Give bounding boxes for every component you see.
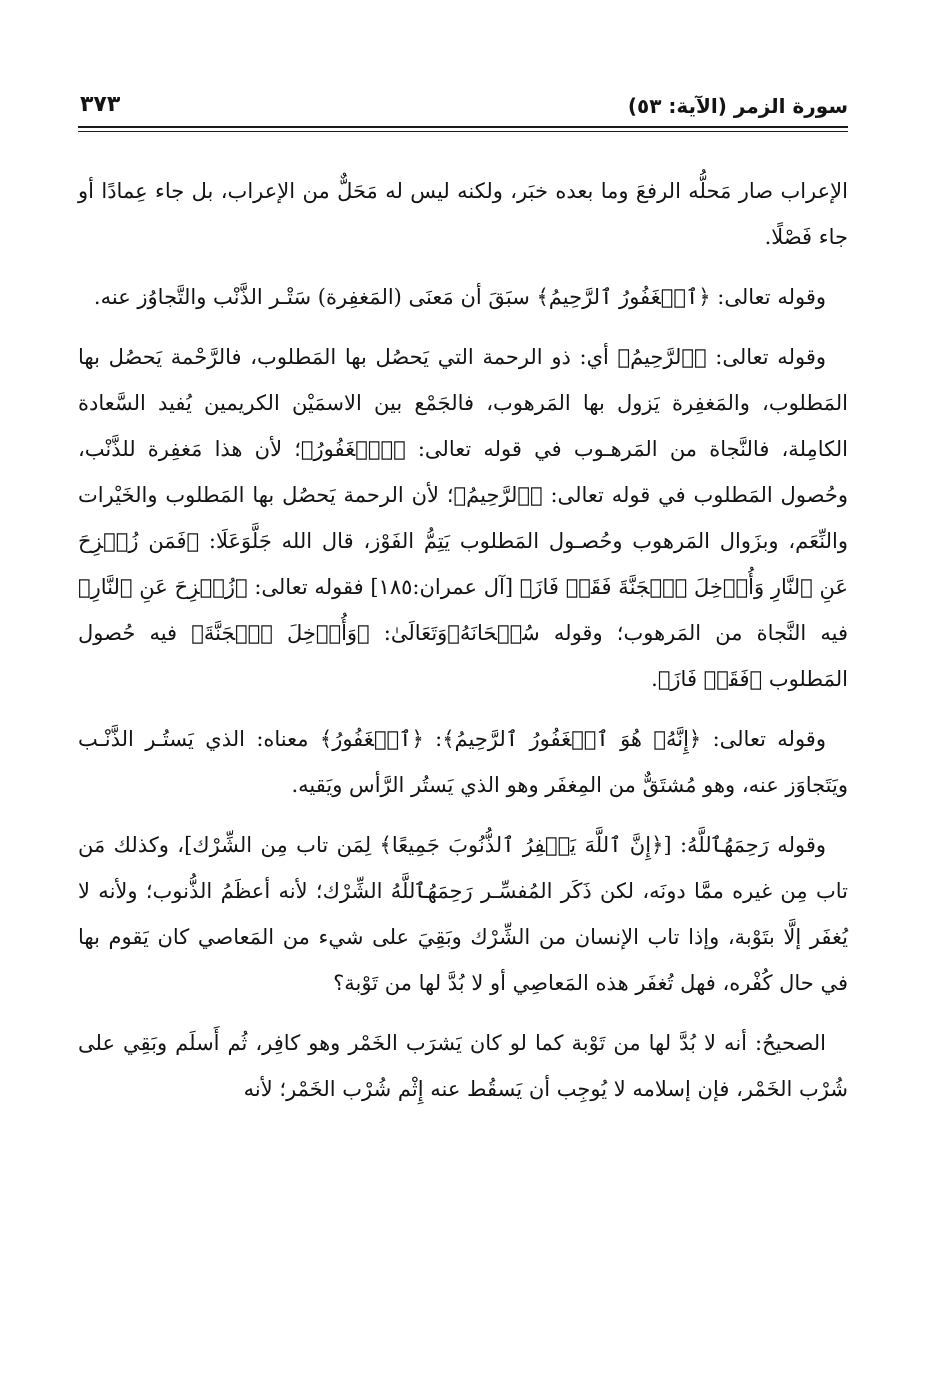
paragraph: وقوله تعالى: ﴿ٱلرَّحِيمُ﴾ أي: ذو الرحمة التي يَحصُل بها المَطلوب، فالرَّحْمة يَحصُل بها المَطلوب، والمَغفِرة يَزول بها المَرهوب، فالجَمْع بين الاسمَيْن الكريمين يُفيد السَّعادة الكامِلة، فالنَّجاة من المَرهـوب في قوله تعالى: ﴿ٱلۡغَفُورُ﴾؛ لأن هذا مَغفِرة للذَّنْب، وحُصول المَطلوب في قوله تعالى: ﴿ٱلرَّحِيمُ﴾؛ لأن الرحمة يَحصُل بها المَطلوب والخَيْرات والنِّعَم، وبزَوال المَرهوب وحُصـول المَطلوب يَتِمُّ الفَوْز، قال الله جَلَّوَعَلَا: ﴿فَمَن زُحۡزِحَ عَنِ ٱلنَّارِ وَأُدۡخِلَ ٱلۡجَنَّةَ فَقَدۡ فَازَ﴾ [آل عمران:١٨٥] فقوله تعالى: ﴿زُحۡزِحَ عَنِ ٱلنَّارِ﴾ فيه النَّجاة من المَرهوب؛ وقوله سُبۡحَانَهُۥوَتَعَالَىٰ: ﴿وَأُدۡخِلَ ٱلۡجَنَّةَ﴾ فيه حُصول المَطلوب ﴿فَقَدۡ فَازَ﴾.: [78, 345, 848, 691]
page-number: ٣٧٣: [80, 92, 121, 117]
header-rule-thin: [78, 131, 848, 132]
body-text: [78, 168, 848, 1126]
book-page: [78, 88, 848, 1358]
paragraph: وقوله تعالى: ﴿إِنَّهُۥ هُوَ ٱلۡغَفُورُ ٱلرَّحِيمُ﴾: ﴿ٱلۡغَفُورُ﴾ معناه: الذي يَستُـر الذَّنْـب ويَتَجاوَز عنه، وهو مُشتَقٌّ من المِغفَر وهو الذي يَستُر الرَّأس ويَقيه.: [78, 727, 848, 797]
header-rule: [78, 126, 848, 128]
page-header: [78, 88, 848, 124]
paragraph: الإعراب صار مَحلُّه الرفعَ وما بعده خبَر، ولكنه ليس له مَحَلٌّ من الإعراب، بل جاء عِمادًا أو جاء فَصْلًا.: [78, 179, 848, 249]
paragraph: وقوله رَحِمَهُٱللَّهُ: [﴿إِنَّ ٱللَّهَ يَغۡفِرُ ٱلذُّنُوبَ جَمِيعًا﴾ لِمَن تاب مِن الشِّرْك]، وكذلك مَن تاب مِن غيره ممَّا دونَه، لكن ذَكَر المُفسِّـر رَحِمَهُٱللَّهُ الشِّرْك؛ لأنه أعظَمُ الذُّنوب؛ ولأنه لا يُغفَر إلَّا بتَوْبة، وإذا تاب الإنسان من الشِّرْك وبَقِيَ على شيء من المَعاصي كان يَقوم بها في حال كُفْره، فهل تُغفَر هذه المَعاصِي أو لا بُدَّ لها من تَوْبة؟: [78, 833, 848, 995]
running-title: سورة الزمر (الآية: ٥٣): [627, 94, 848, 118]
paragraph: الصحيحُ: أنه لا بُدَّ لها من تَوْبة كما لو كان يَشرَب الخَمْر وهو كافِر، ثُم أَسلَم وبَقِي على شُرْب الخَمْر، فإن إسلامه لا يُوجِب أن يَسقُط عنه إِثْم شُرْب الخَمْر؛ لأنه: [78, 1031, 848, 1101]
paragraph: وقوله تعالى: ﴿ٱلۡغَفُورُ ٱلرَّحِيمُ﴾ سبَقَ أن مَعنَى (المَغفِرة) سَتْـر الذَّنْب والتَّجاوُز عنه.: [93, 285, 826, 309]
